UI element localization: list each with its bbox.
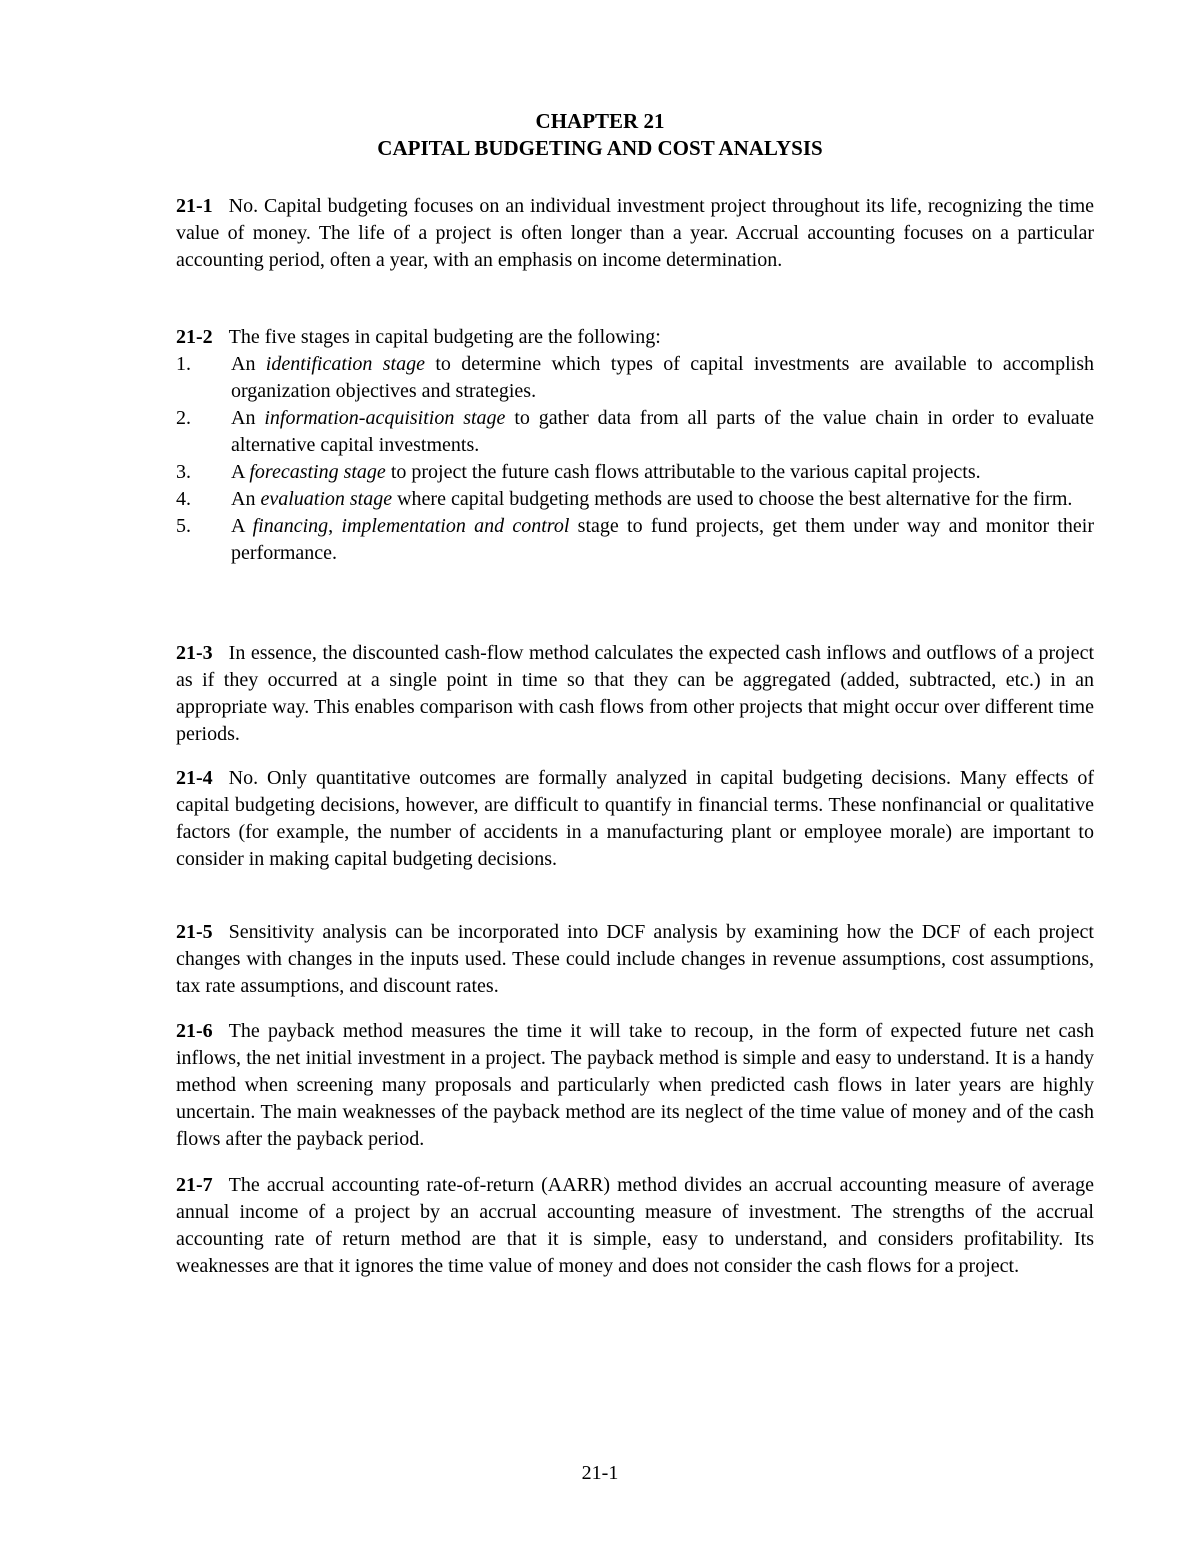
answer-21-7 [176,1172,1094,1280]
stage-post: to project the future cash flows attributable to the various capital projects. [385,461,981,483]
list-item-text [231,486,1094,513]
answer-21-4 [176,765,1094,873]
question-number: 21-2 [176,326,213,348]
question-number: 21-5 [176,921,213,943]
stage-term: evaluation stage [260,488,393,510]
answer-text: No. Only quantitative outcomes are formally analyzed in capital budgeting decisions. Many effects of capital budgeting decisions, however, are difficult to quantify in financial terms. These nonfinancial or qualitative factors (for example, the number of accidents in a manufacturing plant or employee morale) are important to consider in making capital budgeting decisions. [176,767,1094,870]
answer-21-5 [176,919,1094,1000]
list-item [176,513,1094,567]
list-item-text [231,459,1094,486]
list-item-number: 2. [176,407,191,429]
stage-post: where capital budgeting methods are used to choose the best alternative for the firm. [392,488,1073,510]
chapter-label: CHAPTER 21 [535,109,665,133]
answer-21-3 [176,640,1094,748]
answer-21-1 [176,193,1094,274]
answer-text: The accrual accounting rate-of-return (AARR) method divides an accrual accounting measure of average annual income of a project by an accrual accounting measure of investment. The strengths of the accrual accounting rate of return method are that it is simple, easy to understand, and considers profitability. Its weaknesses are that it ignores the time value of money and does not consider the cash flows for a project. [176,1174,1094,1277]
list-item-text [231,513,1094,567]
stage-post: to determine which types of capital investments are available to accomplish organization objectives and strategies. [231,353,1094,402]
stage-pre: An [231,353,266,375]
answer-text: In essence, the discounted cash-flow method calculates the expected cash inflows and outflows of a project as if they occurred at a single point in time so that they can be aggregated (added, subtracted, etc.) in an appropriate way. This enables comparison with cash flows from other projects that might occur over different time periods. [176,642,1094,745]
list-item-number: 1. [176,353,191,375]
list-item [176,405,1094,459]
list-item-number: 4. [176,488,191,510]
answer-21-2-intro [176,324,1094,351]
list-item [176,351,1094,405]
stage-post: stage to fund projects, get them under way and monitor their performance. [231,515,1095,564]
stage-term: information-acquisition stage [264,407,506,429]
stage-term: implementation and control [341,515,570,537]
stage-term: financing [252,515,329,537]
list-item [176,486,1094,513]
chapter-title: CAPITAL BUDGETING AND COST ANALYSIS [377,136,823,160]
list-item-text [231,351,1094,405]
answer-text: No. Capital budgeting focuses on an individual investment project throughout its life, recognizing the time value of money. The life of a project is often longer than a year. Accrual accounting focuses on a particular accounting period, often a year, with an emphasis on income determination. [176,195,1094,271]
stages-list [176,351,1094,567]
question-number: 21-3 [176,642,213,664]
answer-text: The payback method measures the time it will take to recoup, in the form of expected future net cash inflows, the net initial investment in a project. The payback method is simple and easy to understand. It is a handy method when screening many proposals and particularly when predicted cash flows in later years are highly uncertain. The main weaknesses of the payback method are its neglect of the time value of money and of the cash flows after the payback period. [176,1020,1094,1150]
question-number: 21-1 [176,195,213,217]
question-number: 21-4 [176,767,213,789]
list-item-number: 5. [176,515,191,537]
answer-21-6 [176,1018,1094,1153]
stage-term-separator: , [328,515,342,537]
stage-pre: A [231,461,250,483]
list-item [176,459,1094,486]
page-number: 21-1 [581,1462,619,1484]
list-item-text [231,405,1094,459]
answer-text: The five stages in capital budgeting are the following: [228,326,661,348]
stage-term: forecasting stage [249,461,386,483]
stage-post: to gather data from all parts of the value chain in order to evaluate alternative capital investments. [231,407,1094,456]
stage-pre: An [231,407,265,429]
stage-pre: An [231,488,261,510]
stage-term: identification stage [265,353,425,375]
stage-pre: A [231,515,253,537]
question-number: 21-7 [176,1174,213,1196]
list-item-number: 3. [176,461,191,483]
answer-text: Sensitivity analysis can be incorporated into DCF analysis by examining how the DCF of each project changes with changes in the inputs used. These could include changes in revenue assumptions, cost assumptions, tax rate assumptions, and discount rates. [176,921,1094,997]
question-number: 21-6 [176,1020,213,1042]
